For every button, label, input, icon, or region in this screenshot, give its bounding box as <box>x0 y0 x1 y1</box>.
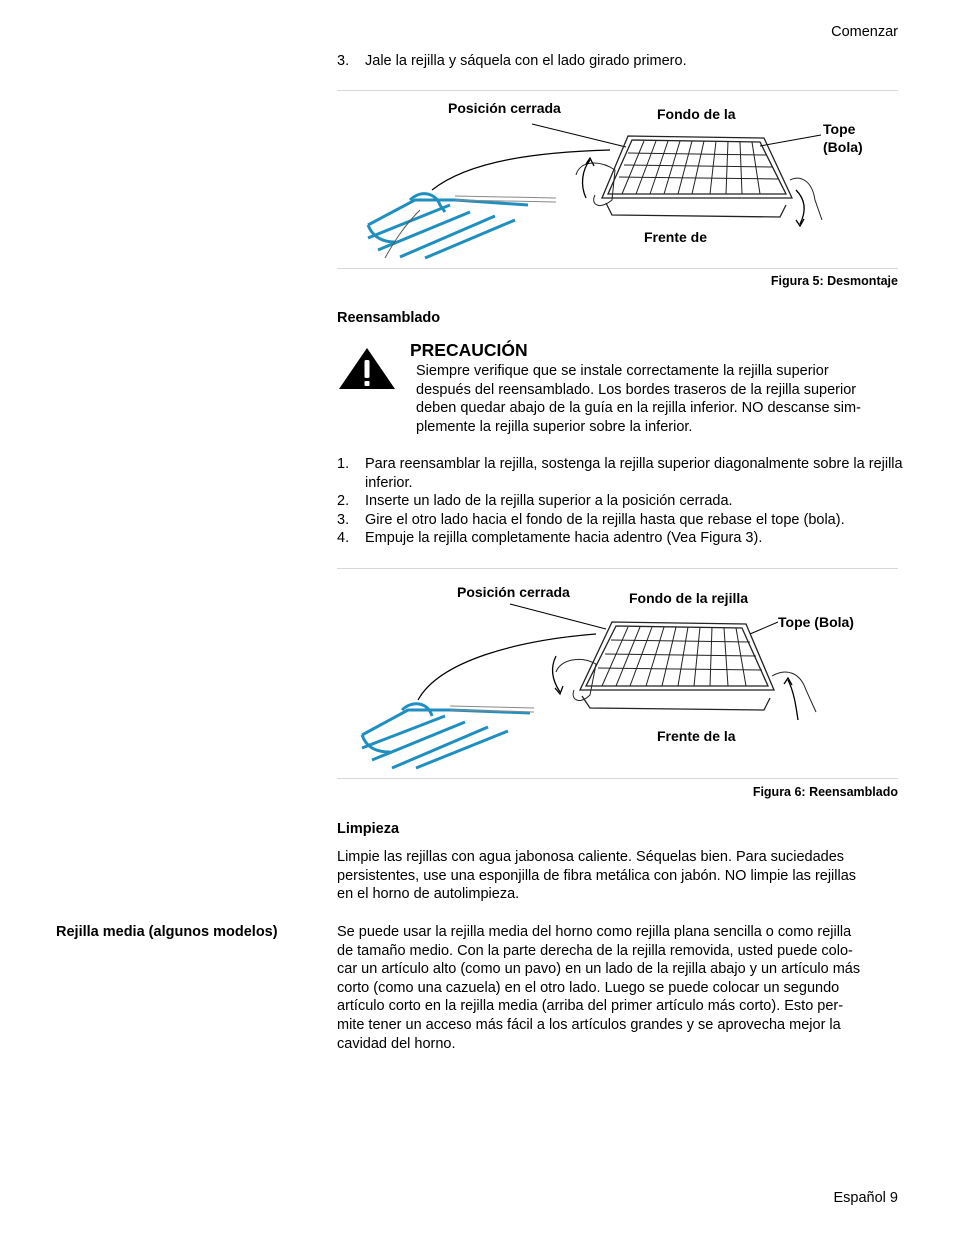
text-line: artículo corto en la rejilla media (arriba del primer artículo más corto). Esto per- <box>337 998 844 1015</box>
cleaning-paragraph <box>337 848 856 904</box>
step-text: Inserte un lado de la rejilla superior a la posición cerrada. <box>365 493 733 510</box>
caution-line: plemente la rejilla superior sobre la inferior. <box>416 418 693 435</box>
text-line: car un artículo alto (como un pavo) en un lado de la rejilla abajo y un artículo más <box>337 961 861 978</box>
figure-5-caption: Figura 5: Desmontaje <box>770 274 898 288</box>
figure-bottom-rule <box>337 778 898 779</box>
label-stop-ball: (Bola) <box>823 139 863 155</box>
label-rack-front: Frente de la <box>657 728 736 744</box>
section-heading-half-rack: Rejilla media (algunos modelos) <box>56 924 278 940</box>
step-number: 3. <box>337 53 350 69</box>
text-line: corto (como una cazuela) en el otro lado. Luego se puede colocar un segundo <box>337 979 840 996</box>
rack-bars <box>598 627 762 686</box>
label-rack-back: Fondo de la rejilla <box>629 590 749 606</box>
text-line: en el horno de autolimpieza. <box>337 886 520 903</box>
step-number: 1. <box>337 456 350 472</box>
label-closed-position: Posición cerrada <box>457 584 570 600</box>
step-number: 2. <box>337 493 350 510</box>
page-number: Español 9 <box>833 1190 898 1206</box>
text-line: Limpie las rejillas con agua jabonosa caliente. Séquelas bien. Para suciedades <box>337 849 845 865</box>
step-number: 4. <box>337 530 350 547</box>
label-stop: Tope <box>823 121 856 137</box>
step-text: Jale la rejilla y sáquela con el lado girado primero. <box>365 53 687 69</box>
running-header: Comenzar <box>831 24 898 40</box>
step-text: Empuje la rejilla completamente hacia adentro (Vea Figura 3). <box>365 530 763 547</box>
figure-6-caption: Figura 6: Reensamblado <box>752 785 898 799</box>
caution-line: después del reensamblado. Los bordes traseros de la rejilla superior <box>416 381 857 398</box>
label-rack-back: Fondo de la <box>657 106 736 122</box>
caution-line: Siempre verifique que se instale correctamente la rejilla superior <box>416 363 829 379</box>
half-rack-paragraph <box>337 923 860 1053</box>
step-text: Para reensamblar la rejilla, sostenga la rejilla superior diagonalmente sobre la rejilla inferior. <box>365 456 903 491</box>
label-closed-position: Posición cerrada <box>448 100 561 116</box>
step-text: Gire el otro lado hacia el fondo de la rejilla hasta que rebase el tope (bola). <box>365 511 845 528</box>
text-line: Se puede usar la rejilla media del horno como rejilla plana sencilla o como rejilla <box>337 924 852 940</box>
section-heading-reassembly: Reensamblado <box>337 310 441 326</box>
text-line: mite tener un acceso más fácil a los artículos grandes y se aprovecha mejor la <box>337 1016 841 1033</box>
caution-line: deben quedar abajo de la guía en la rejilla inferior. NO descanse sim- <box>416 400 861 417</box>
text-line: de tamaño medio. Con la parte derecha de la rejilla removida, usted puede colo- <box>337 942 853 959</box>
section-heading-cleaning: Limpieza <box>337 821 400 837</box>
label-stop: Tope (Bola) <box>778 614 854 630</box>
label-rack-front: Frente de <box>644 229 708 245</box>
text-line: cavidad del horno. <box>337 1035 456 1052</box>
text-line: persistentes, use una esponjilla de fibra metálica con jabón. NO limpie las rejillas <box>337 867 857 884</box>
step-number: 3. <box>337 511 350 528</box>
caution-title: PRECAUCIÓN <box>410 340 528 360</box>
